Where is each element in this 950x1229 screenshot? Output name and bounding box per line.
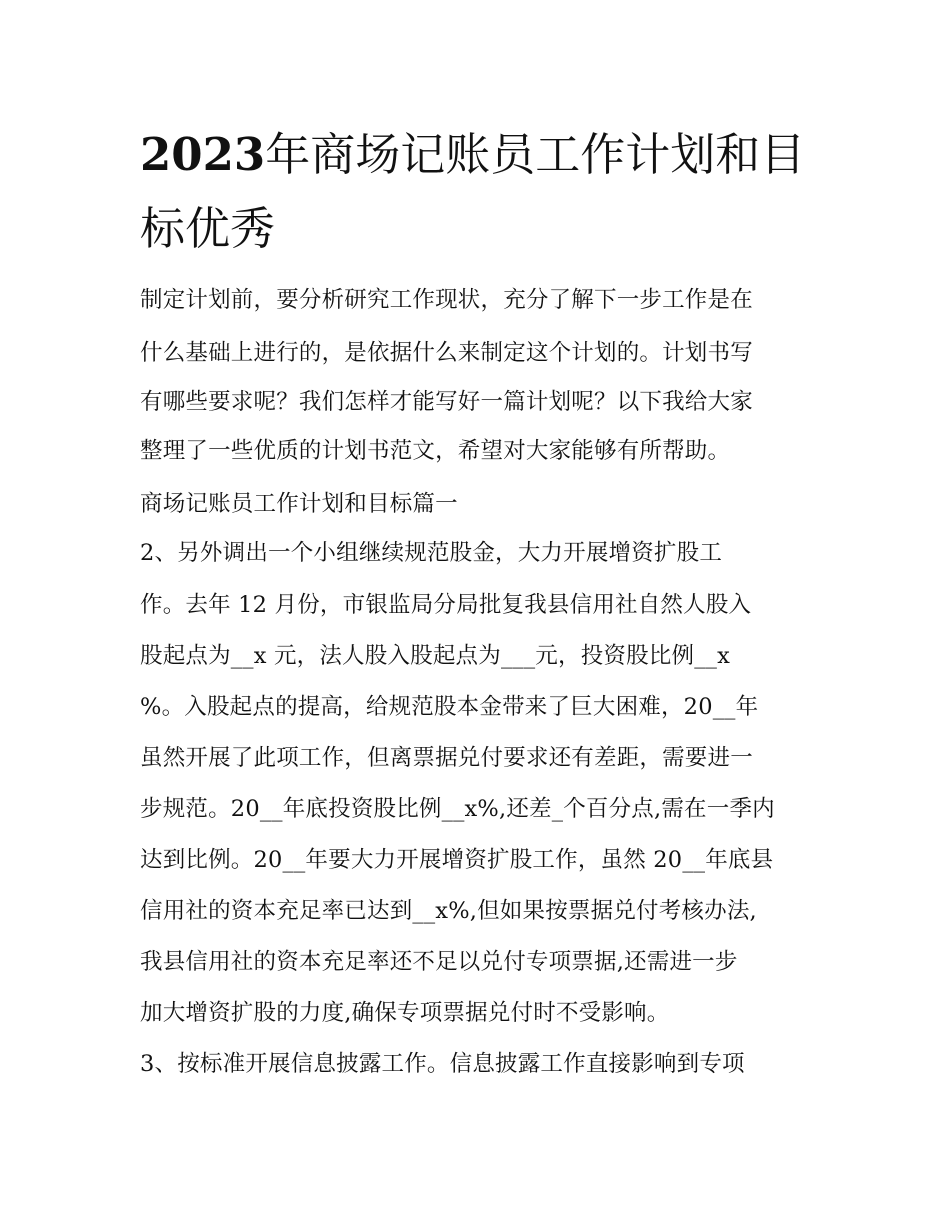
title-year: 2023 xyxy=(140,128,266,181)
body-line: 步规范。20__年底投资股比例__x%,还差_个百分点,需在一季内 xyxy=(140,796,775,822)
body-line: 3、按标准开展信息披露工作。信息披露工作直接影响到专项 xyxy=(140,1051,745,1077)
body-line: 虽然开展了此项工作，但离票据兑付要求还有差距，需要进一 xyxy=(140,745,753,771)
body-line: %。入股起点的提高，给规范股本金带来了巨大困难，20__年 xyxy=(140,694,759,720)
body-line: 股起点为__x 元，法人股入股起点为___元，投资股比例__x xyxy=(140,643,730,669)
body-line: 制定计划前，要分析研究工作现状，充分了解下一步工作是在 xyxy=(140,287,753,313)
body-line: 信用社的资本充足率已达到__x%,但如果按票据兑付考核办法, xyxy=(140,898,757,924)
document-title xyxy=(140,118,830,266)
body-line: 2、另外调出一个小组继续规范股金，大力开展增资扩股工 xyxy=(140,540,723,566)
body-line: 什么基础上进行的，是依据什么来制定这个计划的。计划书写 xyxy=(140,340,753,366)
body-line: 我县信用社的资本充足率还不足以兑付专项票据,还需进一步 xyxy=(140,949,738,975)
title-text: 年商场记账员工作计划和目标优秀 xyxy=(140,128,806,255)
body-line: 有哪些要求呢？我们怎样才能写好一篇计划呢？以下我给大家 xyxy=(140,389,753,415)
body-line: 加大增资扩股的力度,确保专项票据兑付时不受影响。 xyxy=(140,1000,670,1026)
section-heading: 商场记账员工作计划和目标篇一 xyxy=(140,491,458,517)
body-line: 作。去年 12 月份，市银监局分局批复我县信用社自然人股入 xyxy=(140,592,752,618)
body-line: 整理了一些优质的计划书范文，希望对大家能够有所帮助。 xyxy=(140,438,731,464)
body-line: 达到比例。20__年要大力开展增资扩股工作，虽然 20__年底县 xyxy=(140,847,774,873)
